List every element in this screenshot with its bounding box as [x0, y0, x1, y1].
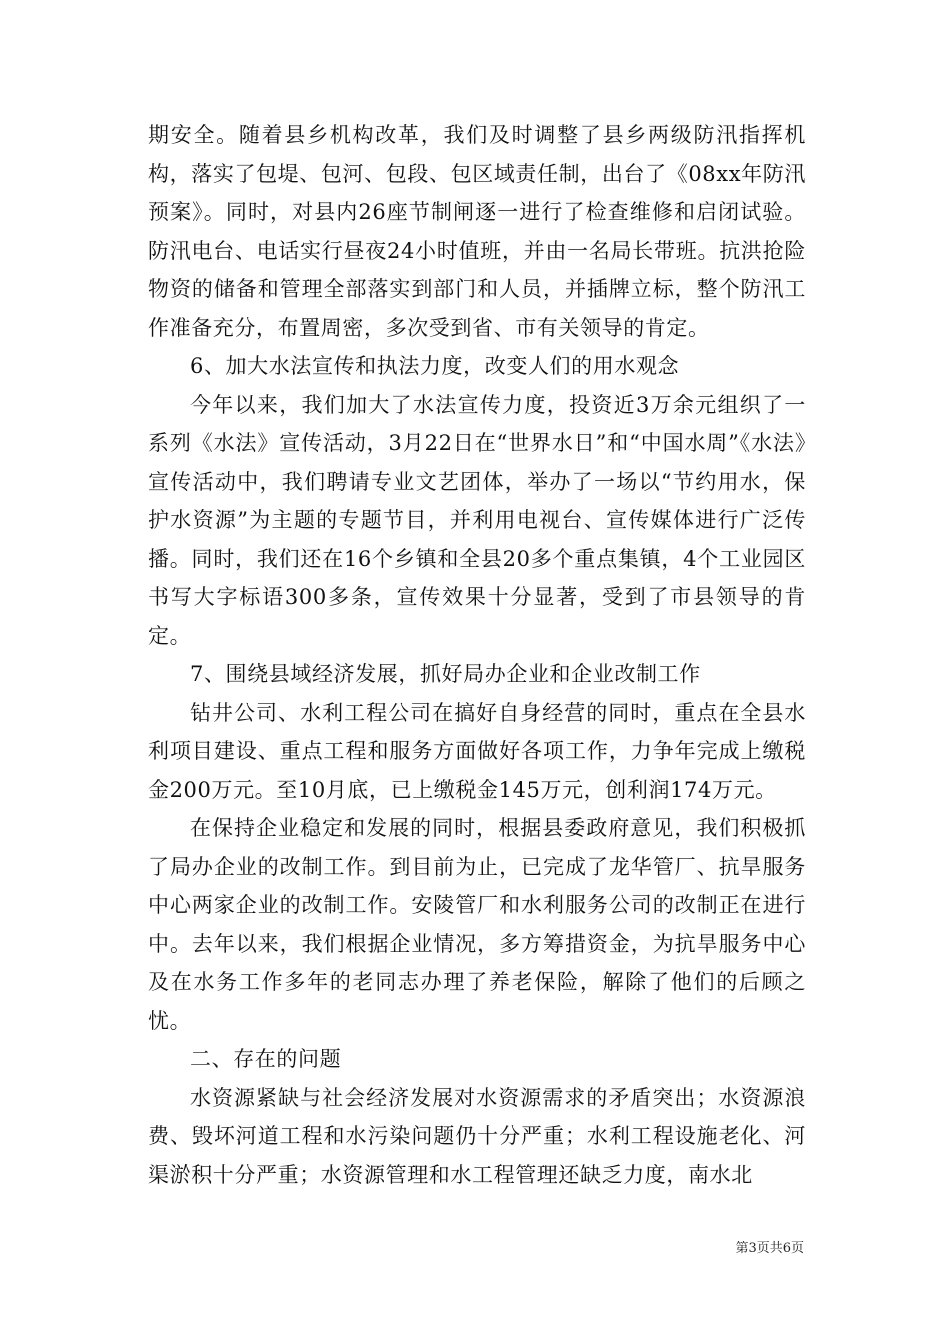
heading-existing-problems: 二、存在的问题 — [190, 1047, 342, 1071]
heading-water-law-publicity: 6、加大水法宣传和执法力度，改变人们的用水观念 — [190, 354, 680, 378]
paragraph-enterprise-restructuring: 在保持企业稳定和发展的同时，根据县委政府意见，我们积极抓了局办企业的改制工作。到目前为止，已完成了龙华管厂、抗旱服务中心两家企业的改制工作。安陵管厂和水利服务公司的改制正在进行中。去年以来，我们根据企业情况，多方筹措资金，为抗旱服务中心及在水务工作多年的老同志办理了养老保险，解除了他们的后顾之忧。 — [148, 816, 806, 1033]
page-number: 第3页共6页 — [735, 1241, 804, 1256]
heading-enterprise-reform: 7、围绕县域经济发展，抓好局办企业和企业改制工作 — [190, 662, 701, 686]
paragraph-existing-problems: 水资源紧缺与社会经济发展对水资源需求的矛盾突出；水资源浪费、毁坏河道工程和水污染问题仍十分严重；水利工程设施老化、河渠淤积十分严重；水资源管理和水工程管理还缺乏力度，南水北 — [148, 1085, 806, 1187]
paragraph-enterprise-taxes: 钻井公司、水利工程公司在搞好自身经营的同时，重点在全县水利项目建设、重点工程和服务方面做好各项工作，力争年完成上缴税金200万元。至10月底，已上缴税金145万元，创利润174万元。 — [148, 700, 806, 802]
paragraph-water-law-publicity: 今年以来，我们加大了水法宣传力度，投资近3万余元组织了一系列《水法》宣传活动，3月22日在“世界水日”和“中国水周”《水法》宣传活动中，我们聘请专业文艺团体，举办了一场以“节约用水，保护水资源”为主题的专题节目，并利用电视台、宣传媒体进行广泛传播。同时，我们还在16个乡镇和全县20多个重点集镇，4个工业园区书写大字标语300多条，宣传效果十分显著，受到了市县领导的肯定。 — [148, 392, 806, 648]
paragraph-flood-safety: 期安全。随着县乡机构改革，我们及时调整了县乡两级防汛指挥机构，落实了包堤、包河、包段、包区域责任制，出台了《08xx年防汛预案》。同时，对县内26座节制闸逐一进行了检查维修和启闭试验。防汛电台、电话实行昼夜24小时值班，并由一名局长带班。抗洪抢险物资的储备和管理全部落实到部门和人员，并插牌立标，整个防汛工作准备充分，布置周密，多次受到省、市有关领导的肯定。 — [148, 123, 806, 340]
document-body — [148, 116, 806, 1194]
